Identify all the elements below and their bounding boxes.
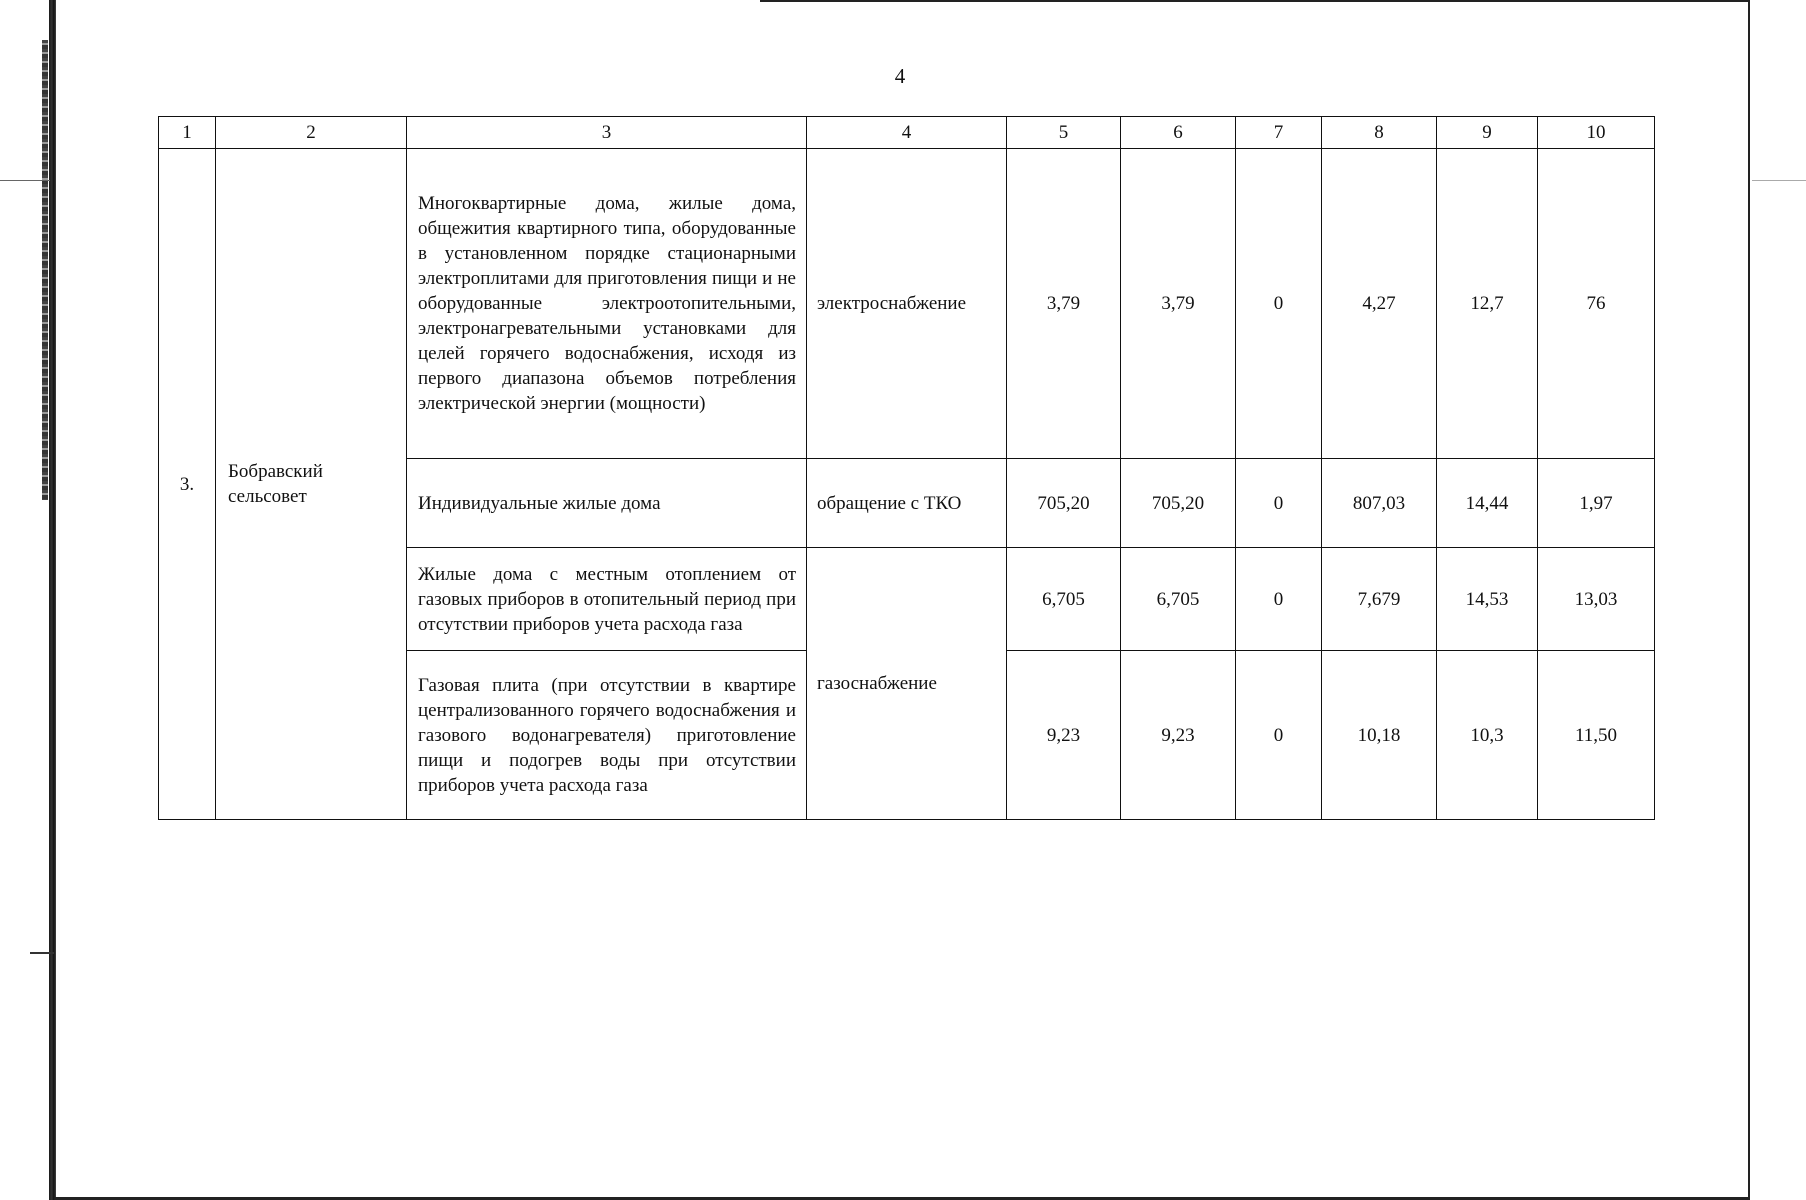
value-col-10: 11,50 [1538, 651, 1655, 820]
header-cell: 1 [159, 117, 216, 149]
service-type: газоснабжение [807, 548, 1007, 820]
value-col-5: 6,705 [1007, 548, 1121, 651]
header-cell: 5 [1007, 117, 1121, 149]
value-col-5: 9,23 [1007, 651, 1121, 820]
header-cell: 4 [807, 117, 1007, 149]
service-description: Многоквартирные дома, жилые дома, общежития квартирного типа, оборудованные в установленном порядке стационарными электроплитами для приготовления пищи и не оборудованные электроотопительными, электронагревательными установками для целей горячего водоснабжения, исходя из первого диапазона объемов потребления электрической энергии (мощности) [407, 149, 807, 459]
value-col-6: 705,20 [1121, 459, 1236, 548]
value-col-6: 3,79 [1121, 149, 1236, 459]
scan-right-edge [1748, 0, 1750, 1200]
service-description: Жилые дома с местным отоплением от газовых приборов в отопительный период при отсутствии приборов учета расхода газа [407, 548, 807, 651]
service-type: электроснабжение [807, 149, 1007, 459]
value-col-5: 705,20 [1007, 459, 1121, 548]
value-col-8: 7,679 [1322, 548, 1437, 651]
header-cell: 3 [407, 117, 807, 149]
service-type: обращение с ТКО [807, 459, 1007, 548]
header-cell: 8 [1322, 117, 1437, 149]
scan-tick-mark [0, 180, 50, 181]
organization-name: Бобравский сельсовет [216, 149, 407, 820]
value-col-7: 0 [1236, 149, 1322, 459]
scan-tick-mark [1752, 180, 1806, 181]
table-row [159, 149, 1655, 459]
value-col-7: 0 [1236, 651, 1322, 820]
value-col-9: 14,44 [1437, 459, 1538, 548]
value-col-9: 12,7 [1437, 149, 1538, 459]
value-col-9: 10,3 [1437, 651, 1538, 820]
value-col-10: 1,97 [1538, 459, 1655, 548]
value-col-10: 76 [1538, 149, 1655, 459]
value-col-8: 807,03 [1322, 459, 1437, 548]
value-col-7: 0 [1236, 459, 1322, 548]
value-col-10: 13,03 [1538, 548, 1655, 651]
scan-left-artifact [42, 40, 48, 500]
header-cell: 2 [216, 117, 407, 149]
service-description: Индивидуальные жилые дома [407, 459, 807, 548]
header-cell: 10 [1538, 117, 1655, 149]
scan-tick-mark [30, 952, 54, 954]
row-index: 3. [159, 149, 216, 820]
page-number: 4 [894, 64, 906, 88]
value-col-8: 10,18 [1322, 651, 1437, 820]
header-cell: 6 [1121, 117, 1236, 149]
scan-left-edge [49, 0, 56, 1200]
value-col-6: 9,23 [1121, 651, 1236, 820]
service-description: Газовая плита (при отсутствии в квартире централизованного горячего водоснабжения и газового водонагревателя) приготовление пищи и подогрев воды при отсутствии приборов учета расхода газа [407, 651, 807, 820]
header-cell: 9 [1437, 117, 1538, 149]
header-cell: 7 [1236, 117, 1322, 149]
value-col-5: 3,79 [1007, 149, 1121, 459]
value-col-9: 14,53 [1437, 548, 1538, 651]
scan-top-line [760, 0, 1750, 2]
table-header-row [159, 117, 1655, 149]
value-col-6: 6,705 [1121, 548, 1236, 651]
value-col-7: 0 [1236, 548, 1322, 651]
value-col-8: 4,27 [1322, 149, 1437, 459]
tariff-table [158, 116, 1655, 820]
